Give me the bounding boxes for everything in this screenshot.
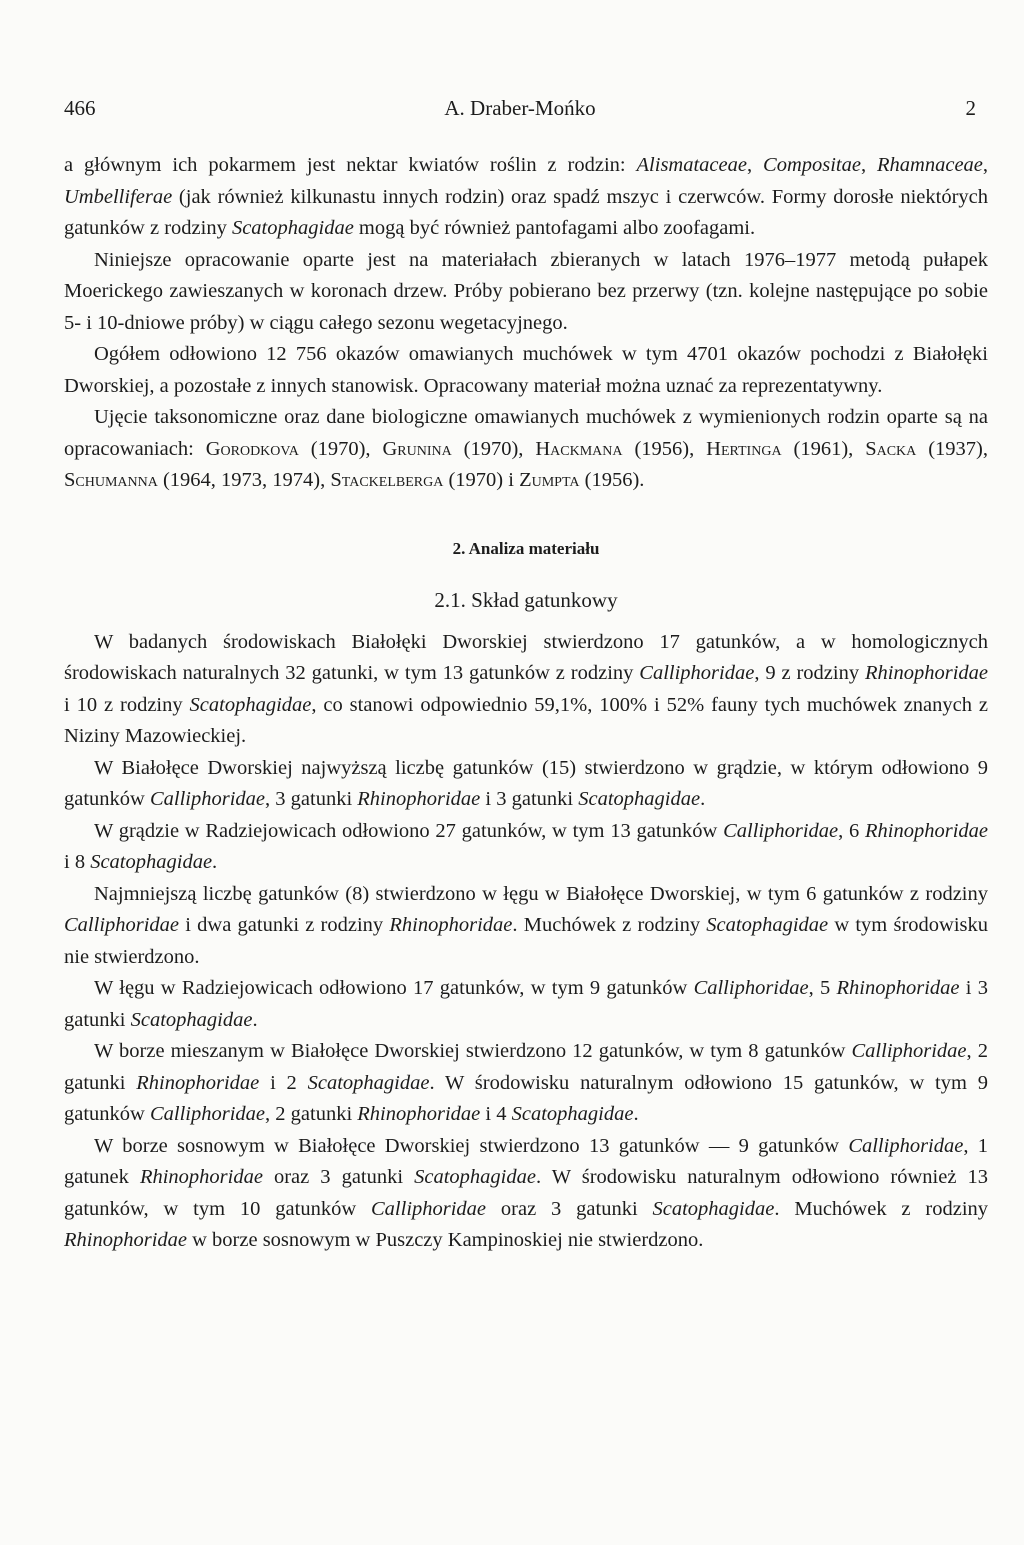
paragraph-methods: Niniejsze opracowanie oparte jest na materiałach zbieranych w latach 1976–1977 metodą pułapek Moerickego zawieszanych w koronach drzew. Próby pobierano bez przerwy (tzn. kolejne następujące po sobie 5- i 10-dniowe próby) w ciągu całego sezonu wegetacyjnego. [64,248,988,334]
paragraph-grad-bialoleka: W Białołęce Dworskiej najwyższą liczbę gatunków (15) stwierdzono w grądzie, w którym odłowiono 9 gatunków Calliphoridae, 3 gatunki Rhinophoridae i 3 gatunki Scatophagidae. [64,756,988,810]
paragraph-mixed-forest: W borze mieszanym w Białołęce Dworskiej stwierdzono 12 gatunków, w tym 8 gatunków Calliphoridae, 2 gatunki Rhinophoridae i 2 Scatophagidae. W środowisku naturalnym odłowiono 15 gatunków, w tym 9 gatunków Calliphoridae, 2 gatunki Rhinophoridae i 4 Scatophagidae. [64,1040,988,1125]
section-heading: 2. Analiza materiału [452,538,600,558]
body-text [64,150,988,1257]
paragraph-taxonomy: Ujęcie taksonomiczne oraz dane biologiczne omawianych muchówek z wymienionych rodzin oparte są na opracowaniach: Gorodkova (1970), Grunina (1970), Hackmana (1956), Hertinga (1961), Sacka (1937), Schumanna (1964, 1973, 1974), Stackelberga (1970) i Zumpta (1956). [64,406,988,491]
paragraph-pine-forest: W borze sosnowym w Białołęce Dworskiej stwierdzono 13 gatunków — 9 gatunków Calliphoridae, 1 gatunek Rhinophoridae oraz 3 gatunki Scatophagidae. W środowisku naturalnym odłowiono również 13 gatunków, w tym 10 gatunków Calliphoridae oraz 3 gatunki Scatophagidae. Muchówek z rodziny Rhinophoridae w borze sosnowym w Puszczy Kampinoskiej nie stwierdzono. [64,1134,989,1251]
paragraph-species-total: W badanych środowiskach Białołęki Dworskiej stwierdzono 17 gatunków, a w homologicznych środowiskach naturalnych 32 gatunki, w tym 13 gatunków z rodziny Calliphoridae, 9 z rodziny Rhinophoridae i 10 z rodziny Scatophagidae, co stanowi odpowiednio 59,1%, 100% i 52% fauny tych muchówek znanych z Niziny Mazowieckiej. [64,630,988,747]
running-header [64,92,976,124]
paragraph-food: a głównym ich pokarmem jest nektar kwiatów roślin z rodzin: Alismataceae, Compositae, Rhamnaceae, Umbelliferae (jak również kilkunastu innych rodzin) oraz spadź mszyc i czerwców. Formy dorosłe niektórych gatunków z rodziny Scatophagidae mogą być również pantofagami albo zoofagami. [64,154,989,239]
paragraph-specimens: Ogółem odłowiono 12 756 okazów omawianych muchówek w tym 4701 okazów pochodzi z Białołęki Dworskiej, a pozostałe z innych stanowisk. Opracowany materiał można uznać za reprezentatywny. [64,343,988,397]
issue-number: 2 [965,96,976,120]
page-number: 466 [64,96,96,120]
paragraph-grad-radziejowice: W grądzie w Radziejowicach odłowiono 27 gatunków, w tym 13 gatunków Calliphoridae, 6 Rhinophoridae i 8 Scatophagidae. [64,819,988,873]
paragraph-leg-radziejowice: W łęgu w Radziejowicach odłowiono 17 gatunków, w tym 9 gatunków Calliphoridae, 5 Rhinophoridae i 3 gatunki Scatophagidae. [64,977,989,1031]
author-running-head: A. Draber-Mońko [444,96,596,120]
paragraph-leg-bialoleka: Najmniejszą liczbę gatunków (8) stwierdzono w łęgu w Białołęce Dworskiej, w tym 6 gatunków z rodziny Calliphoridae i dwa gatunki z rodziny Rhinophoridae. Muchówek z rodziny Scatophagidae w tym środowisku nie stwierdzono. [64,882,988,968]
subsection-heading: 2.1. Skład gatunkowy [434,587,618,612]
